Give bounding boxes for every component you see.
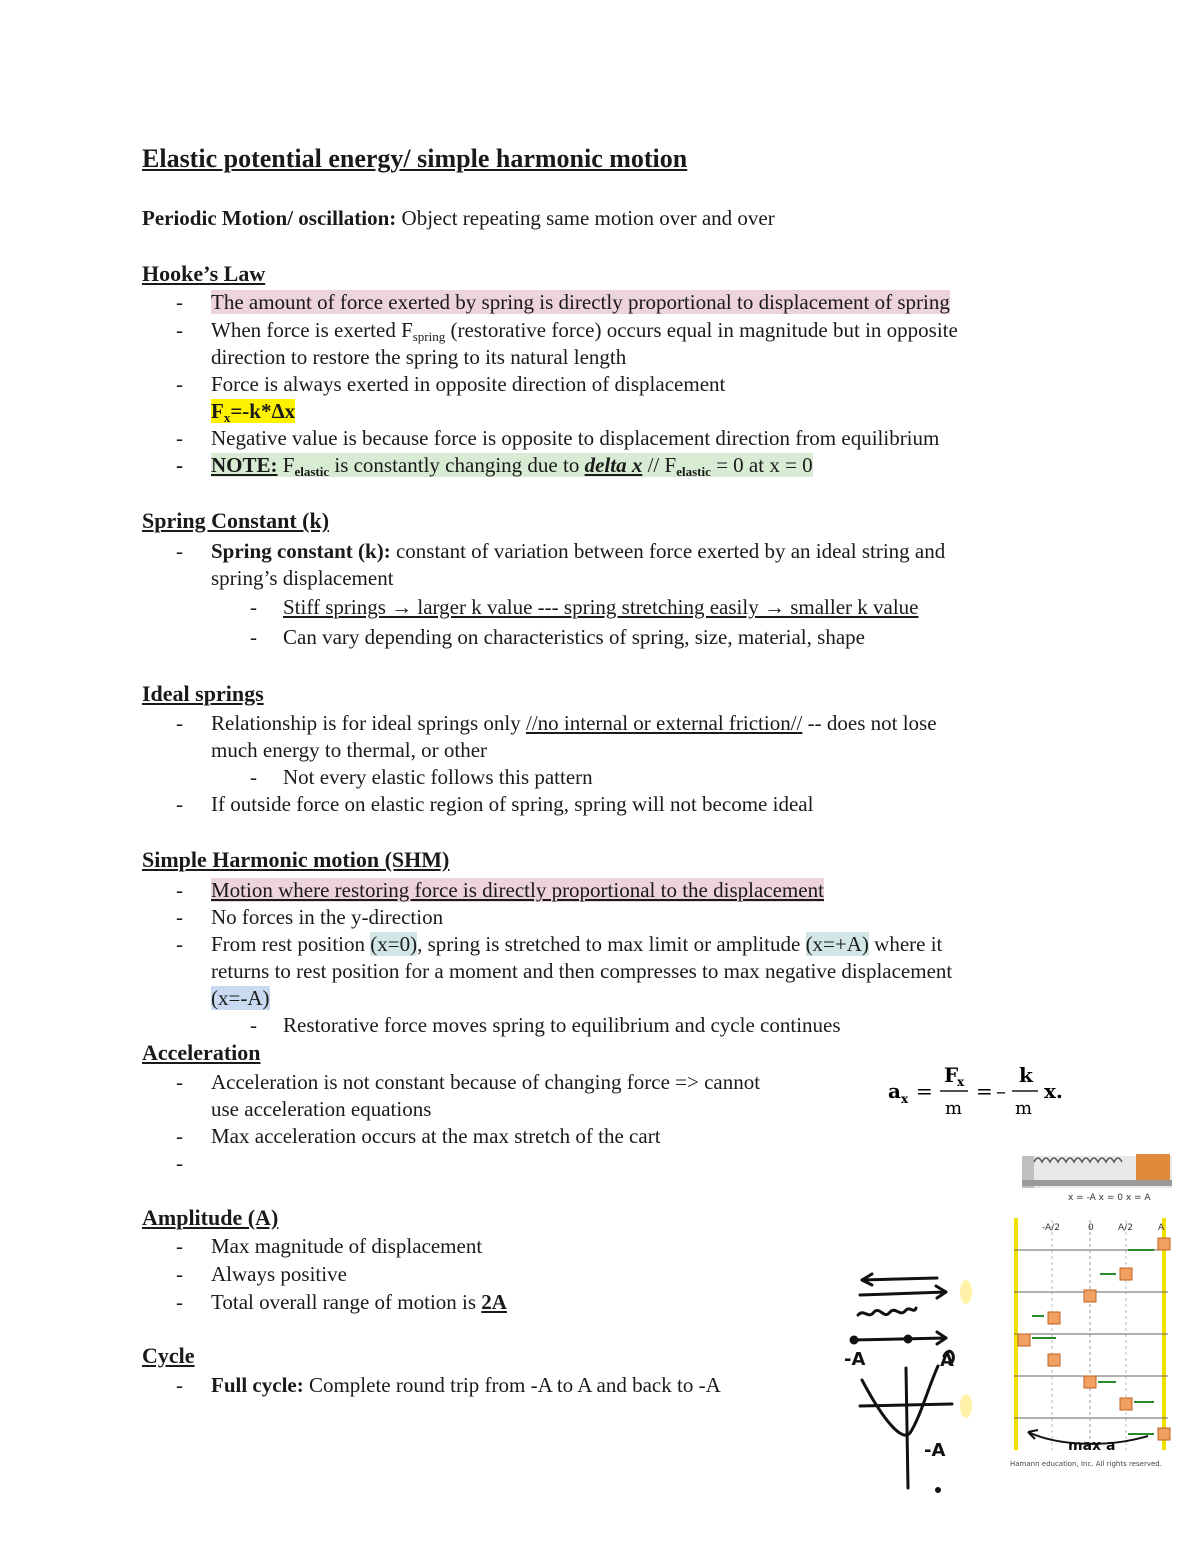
cart-mid-label-4: A: [1158, 1223, 1165, 1233]
hooke-bullet-2-cont: direction to restore the spring to its natural length: [211, 345, 627, 369]
bullet-dash: -: [176, 792, 183, 816]
cart-top-labels: x = -A x = 0 x = A: [1068, 1193, 1151, 1203]
amp-b3-a: Total overall range of motion is: [211, 1290, 482, 1314]
hooke-bullet-2: [211, 317, 958, 343]
periodic-text: Object repeating same motion over and over: [396, 206, 775, 230]
sketch-neg-a: -A: [844, 1349, 866, 1370]
accel-bullet-1: Acceleration is not constant because of changing force => cannot: [211, 1070, 761, 1094]
formula-minus: –: [996, 1079, 1006, 1103]
sketch-pos-a: A: [940, 1350, 954, 1371]
amplitude-bullet-2: Always positive: [211, 1262, 347, 1286]
bullet-dash: -: [250, 1013, 257, 1037]
hooke-b2-sub: spring: [412, 329, 446, 344]
ideal-sub-1: Not every elastic follows this pattern: [283, 765, 593, 789]
formula-num2: k: [1019, 1063, 1033, 1087]
cycle-heading: Cycle: [142, 1343, 195, 1368]
shm-b1-text: Motion where restoring force is directly proportional to the displacement: [211, 878, 824, 902]
hooke-note: [211, 452, 813, 478]
shm-bullet-3-cont: returns to rest position for a moment and then compresses to max negative displacement: [211, 959, 953, 983]
cart-mid-label-1: -A/2: [1042, 1223, 1060, 1233]
formula-num1-sub: x: [957, 1075, 965, 1089]
formula-num1: F: [944, 1063, 959, 1087]
bullet-dash: -: [176, 290, 183, 314]
bullet-dash: -: [176, 1262, 183, 1286]
hooke-bullet-3: Force is always exerted in opposite direction of displacement: [211, 372, 726, 396]
formula-rest: =-k*Δx: [230, 399, 296, 423]
accel-bullet-1-cont: use acceleration equations: [211, 1097, 432, 1121]
hooke-bullet-4: Negative value is because force is opposite to displacement direction from equilibrium: [211, 426, 940, 450]
note-delta: delta x: [584, 453, 643, 477]
spring-constant-heading: Spring Constant (k): [142, 508, 330, 533]
spring-constant-bullet-1-cont: spring’s displacement: [211, 566, 394, 590]
shm-bullet-2: No forces in the y-direction: [211, 905, 444, 929]
amplitude-bullet-1: Max magnitude of displacement: [211, 1234, 483, 1258]
bullet-dash: -: [250, 765, 257, 789]
hooke-bullet-1: [211, 289, 950, 315]
spring-constant-sub-2: Can vary depending on characteristics of spring, size, material, shape: [283, 625, 865, 649]
note-sub-1: elastic: [294, 464, 330, 479]
ideal-b1-u: //no internal or external friction//: [525, 711, 803, 735]
bullet-dash: -: [176, 1070, 183, 1094]
bullet-dash: -: [176, 711, 183, 735]
bullet-dash: -: [250, 625, 257, 649]
cart-mid-label-3: A/2: [1118, 1223, 1133, 1233]
bullet-dash: -: [176, 539, 183, 563]
spring-constant-bullet-1: [211, 538, 945, 564]
hooke-b2-text-b: (restorative force) occurs equal in magnitude but in opposite: [445, 318, 958, 342]
formula-den2: m: [1015, 1098, 1033, 1119]
acceleration-formula: [888, 1062, 1068, 1127]
shm-b3-c: where it: [868, 932, 943, 956]
cart-credit: Hamann education, Inc. All rights reserved.: [1010, 1460, 1162, 1468]
note-c: // F: [642, 453, 677, 477]
bullet-dash: -: [176, 1290, 183, 1314]
hand-sketch: [842, 1268, 972, 1498]
ideal-bullet-2: If outside force on elastic region of spring, spring will not become ideal: [211, 792, 814, 816]
cycle-bullet-1: [211, 1372, 721, 1398]
note-sub-2: elastic: [676, 464, 711, 479]
sc-b1-label: Spring constant (k):: [211, 539, 391, 563]
formula-f-sub: x: [223, 410, 231, 425]
amplitude-bullet-3: [211, 1289, 507, 1315]
shm-bullet-3-cont2: [211, 985, 270, 1011]
hooke-b1-text: The amount of force exerted by spring is directly proportional to displacement of spring: [211, 290, 950, 314]
bullet-dash: -: [176, 1373, 183, 1397]
formula-lhs: a: [888, 1079, 901, 1103]
shm-b3-h2: (x=+A): [805, 932, 869, 956]
ideal-bullet-1: [211, 710, 937, 736]
shm-b3-h3: (x=-A): [211, 986, 270, 1010]
page-title: Elastic potential energy/ simple harmonic motion: [142, 144, 688, 173]
bullet-dash: -: [176, 426, 183, 450]
bullet-dash: -: [176, 453, 183, 477]
shm-cart-figure: [1008, 1150, 1188, 1470]
ideal-b1-a: Relationship is for ideal springs only: [211, 711, 526, 735]
formula-eq-1: =: [916, 1079, 933, 1103]
note-d: = 0 at x = 0: [710, 453, 813, 477]
amplitude-heading: Amplitude (A): [142, 1205, 279, 1230]
note-a: F: [277, 453, 295, 477]
ideal-b1-b: -- does not lose: [802, 711, 937, 735]
shm-b3-a: From rest position: [211, 932, 371, 956]
accel-bullet-2: Max acceleration occurs at the max stretch of the cart: [211, 1124, 661, 1148]
cycle-b1-text: Complete round trip from -A to A and back to -A: [303, 1373, 721, 1397]
shm-b3-b: , spring is stretched to max limit or amplitude: [417, 932, 806, 956]
formula-lhs-sub: x: [901, 1092, 909, 1106]
ideal-bullet-1-cont: much energy to thermal, or other: [211, 738, 488, 762]
bullet-dash: -: [176, 1124, 183, 1148]
note-label: NOTE:: [211, 453, 278, 477]
bullet-dash: -: [176, 1234, 183, 1258]
cart-mid-label-2: 0: [1088, 1223, 1094, 1233]
hooke-heading: Hooke’s Law: [142, 261, 266, 286]
periodic-label: Periodic Motion/ oscillation:: [142, 206, 397, 230]
sc-b1-text: constant of variation between force exerted by an ideal string and: [390, 539, 946, 563]
bullet-dash: -: [176, 372, 183, 396]
bullet-dash: -: [176, 932, 183, 956]
acceleration-heading: Acceleration: [142, 1040, 261, 1065]
shm-sub-1: Restorative force moves spring to equilibrium and cycle continues: [283, 1013, 841, 1037]
bullet-dash: -: [176, 318, 183, 342]
shm-bullet-1: [211, 877, 824, 903]
periodic-definition: [142, 205, 775, 231]
amp-b3-b: 2A: [481, 1290, 507, 1314]
sketch-bottom-a: -A: [924, 1440, 946, 1461]
note-b: is constantly changing due to: [329, 453, 585, 477]
bullet-dash: -: [176, 905, 183, 929]
hooke-b2-text-a: When force is exerted F: [211, 318, 413, 342]
formula-den1: m: [945, 1098, 963, 1119]
ideal-heading: Ideal springs: [142, 681, 264, 706]
shm-b3-h1: (x=0): [370, 932, 418, 956]
bullet-dash: -: [176, 1151, 183, 1175]
cart-caption: max a: [1068, 1438, 1116, 1454]
formula-eq-2: =: [976, 1079, 993, 1103]
formula-f: F: [211, 399, 224, 423]
shm-bullet-3: [211, 931, 942, 957]
bullet-dash: -: [176, 878, 183, 902]
bullet-dash: -: [250, 595, 257, 619]
hooke-formula: [211, 398, 295, 424]
cycle-b1-label: Full cycle:: [211, 1373, 304, 1397]
shm-heading: Simple Harmonic motion (SHM): [142, 847, 450, 872]
formula-tail: x.: [1044, 1079, 1063, 1103]
spring-constant-sub-1: Stiff springs → larger k value --- spring stretching easily → smaller k value: [283, 595, 919, 619]
